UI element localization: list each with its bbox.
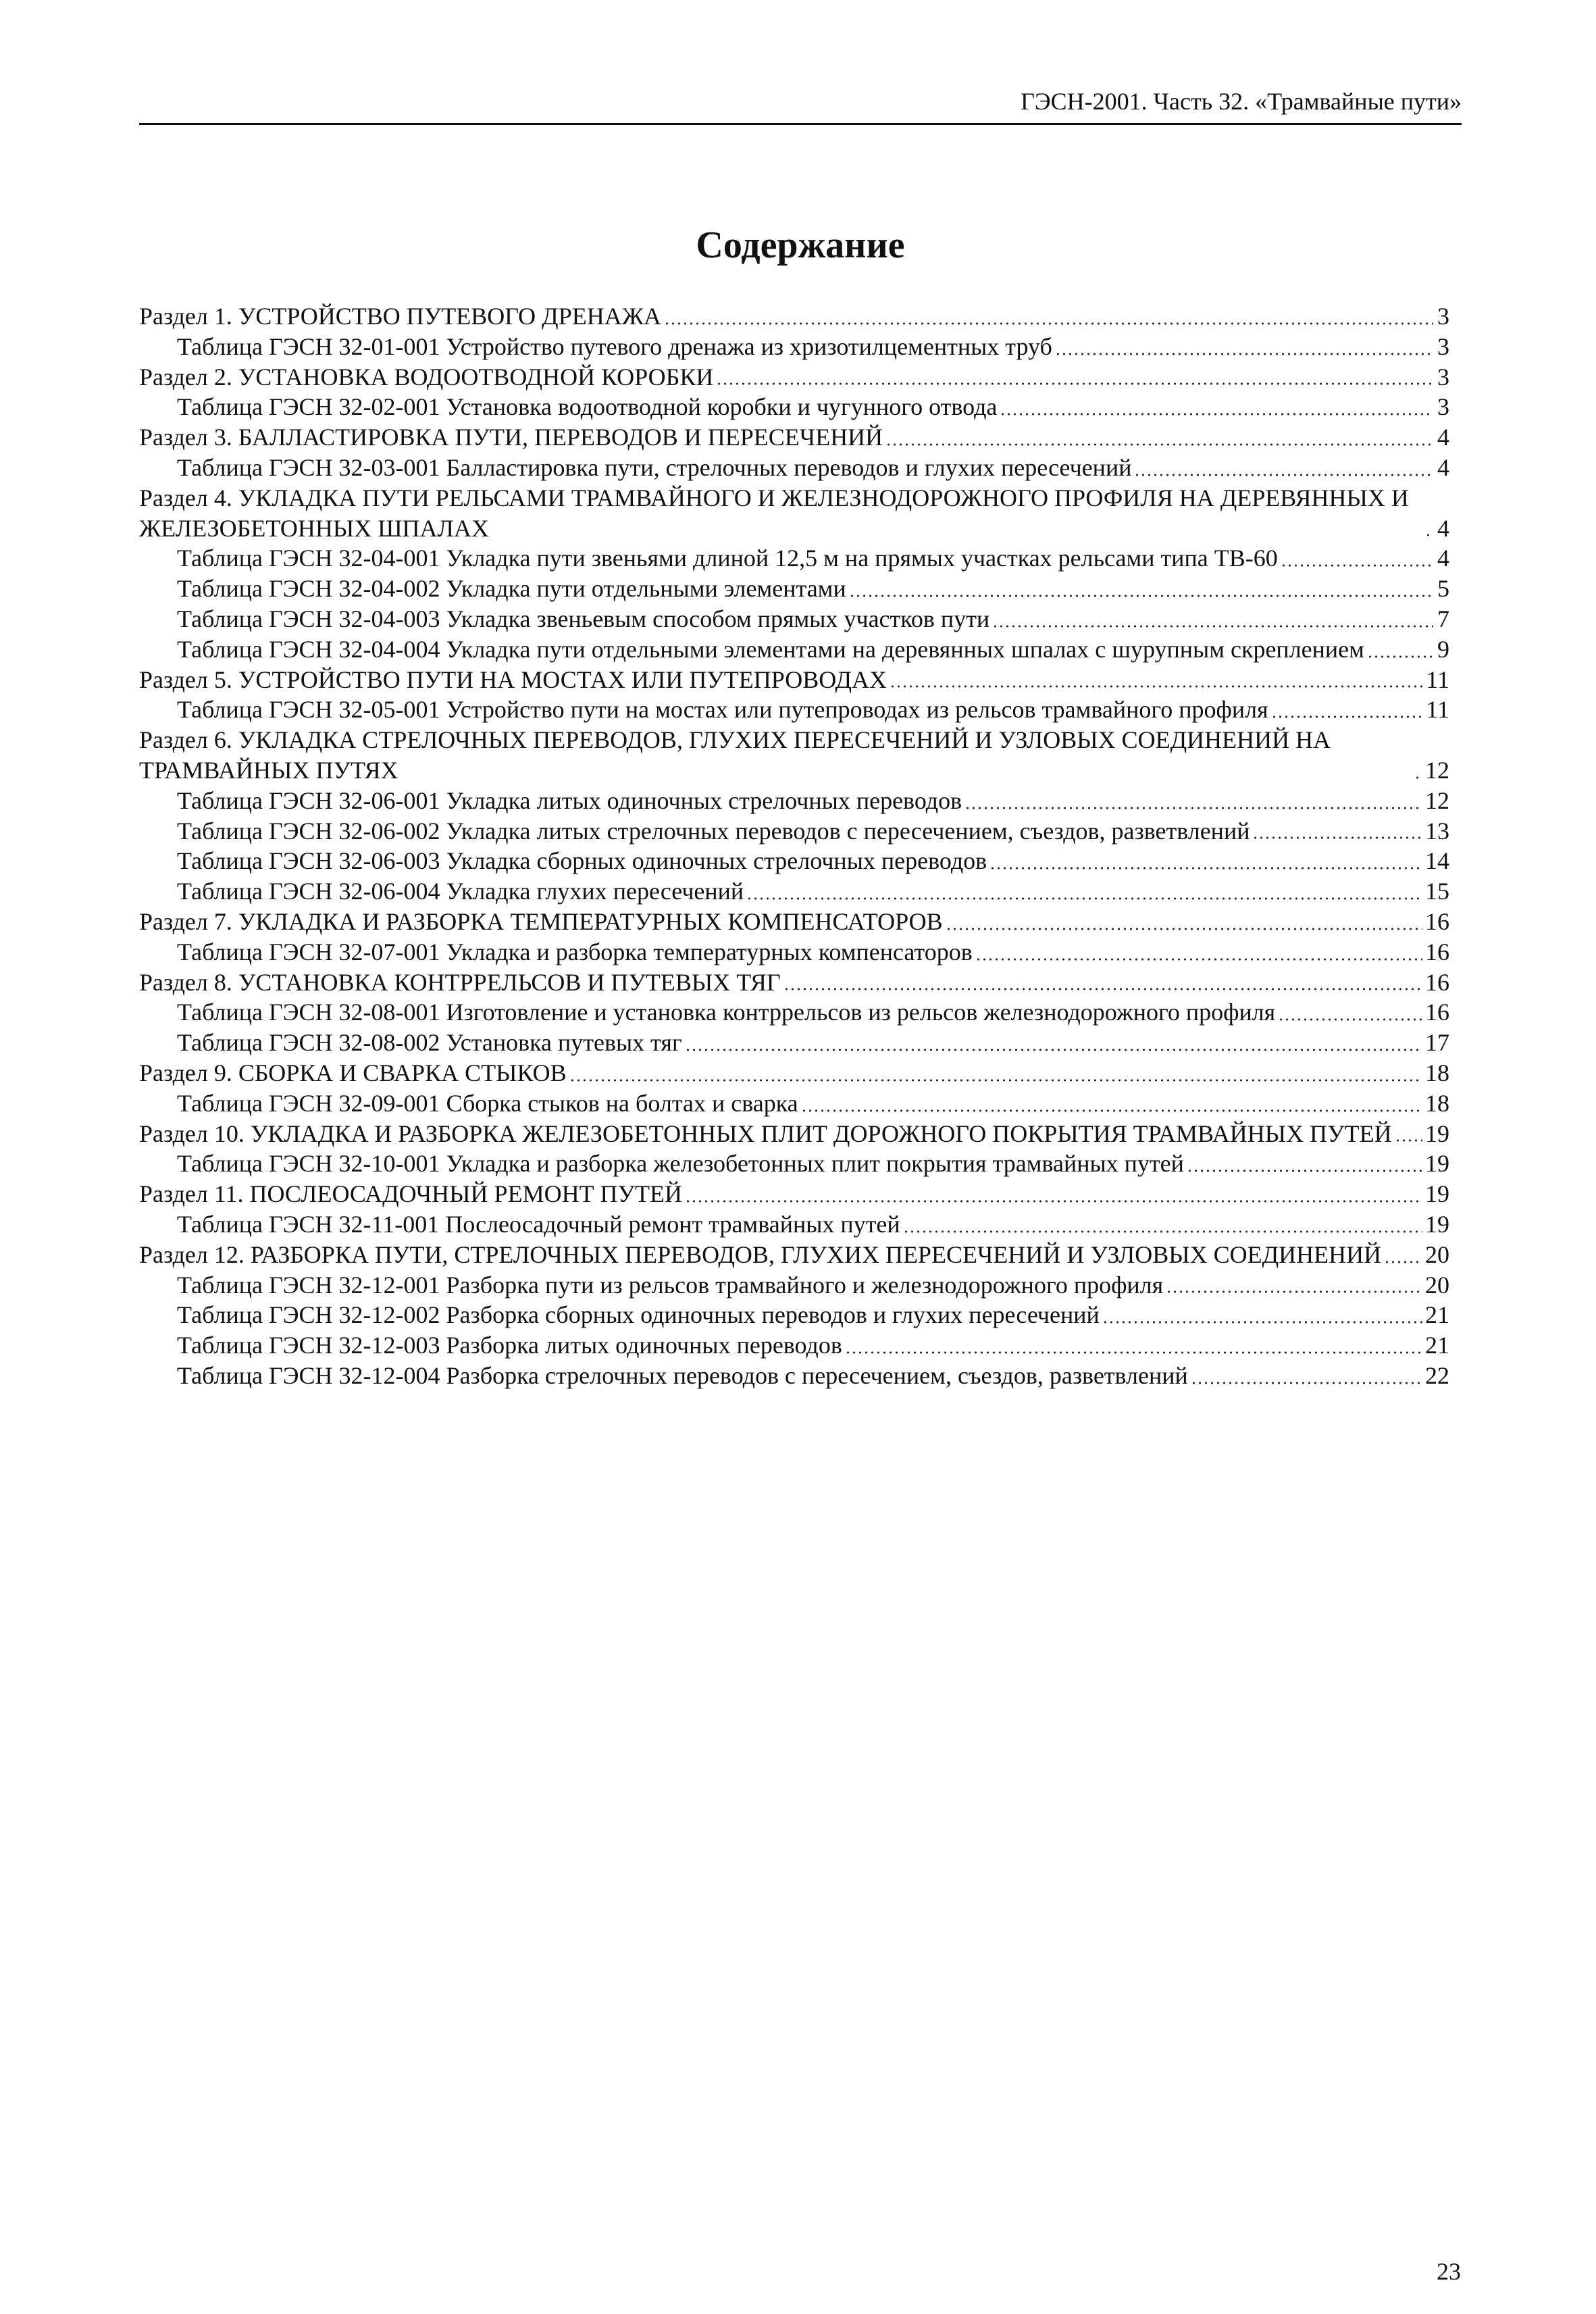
toc-entry-title: Таблица ГЭСН 32-04-003 Укладка звеньевым способом прямых участков пути <box>177 605 990 632</box>
toc-table-entry[interactable] <box>139 1330 1449 1361</box>
dot-leader <box>664 322 1433 326</box>
toc-entry-title: Таблица ГЭСН 32-12-002 Разборка сборных одиночных переводов и глухих пересечений <box>177 1301 1100 1329</box>
dot-leader <box>1055 352 1433 356</box>
dot-leader <box>903 1230 1422 1234</box>
toc-entry-page: 14 <box>1425 847 1449 875</box>
toc-section-entry[interactable] <box>139 422 1449 453</box>
toc-entry-page: 11 <box>1426 665 1449 693</box>
dot-leader <box>716 382 1433 386</box>
toc-table-entry[interactable] <box>139 543 1449 574</box>
dot-leader <box>685 1048 1422 1052</box>
toc-table-entry[interactable] <box>139 937 1449 967</box>
toc-entry-page: 9 <box>1437 635 1449 663</box>
toc-table-entry[interactable] <box>139 1361 1449 1391</box>
dot-leader <box>783 987 1422 991</box>
toc-entry-title: Раздел 3. БАЛЛАСТИРОВКА ПУТИ, ПЕРЕВОДОВ И ПЕРЕСЕЧЕНИЙ <box>139 424 883 451</box>
toc-section-entry[interactable] <box>139 301 1449 332</box>
dot-leader <box>1271 715 1424 719</box>
dot-leader <box>569 1078 1422 1082</box>
toc-entry-page: 16 <box>1425 938 1449 965</box>
dot-leader <box>1191 1381 1422 1385</box>
toc-table-entry[interactable] <box>139 695 1449 725</box>
toc-entry-page: 4 <box>1437 545 1449 572</box>
toc-entry-page: 11 <box>1426 696 1449 724</box>
toc-entry-page: 22 <box>1425 1361 1449 1389</box>
toc-table-entry[interactable] <box>139 876 1449 907</box>
toc-entry-page: 16 <box>1425 968 1449 996</box>
toc-entry-page: 18 <box>1425 1059 1449 1086</box>
toc-entry-title: Таблица ГЭСН 32-04-002 Укладка пути отдельными элементами <box>177 575 846 603</box>
toc-entry-title: Таблица ГЭСН 32-06-003 Укладка сборных одиночных стрелочных переводов <box>177 847 987 875</box>
toc-entry-page: 20 <box>1425 1271 1449 1299</box>
toc-section-entry[interactable] <box>139 1240 1449 1270</box>
toc-entry-title: Раздел 8. УСТАНОВКА КОНТРРЕЛЬСОВ И ПУТЕВЫХ ТЯГ <box>139 968 781 996</box>
dot-leader <box>746 897 1422 901</box>
toc-entry-title: Таблица ГЭСН 32-04-004 Укладка пути отдельными элементами на деревянных шпалах с шурупным скреплением <box>177 635 1364 663</box>
toc-entry-title: Таблица ГЭСН 32-12-003 Разборка литых одиночных переводов <box>177 1332 842 1359</box>
toc-table-entry[interactable] <box>139 786 1449 816</box>
toc-table-entry[interactable] <box>139 1300 1449 1330</box>
toc-entry-page: 16 <box>1425 999 1449 1026</box>
toc-entry-title: Раздел 7. УКЛАДКА И РАЗБОРКА ТЕМПЕРАТУРНЫХ КОМПЕНСАТОРОВ <box>139 907 943 935</box>
dot-leader <box>989 866 1422 870</box>
toc-entry-page: 3 <box>1437 303 1449 330</box>
toc-table-entry[interactable] <box>139 1270 1449 1301</box>
toc-section-entry[interactable] <box>139 1179 1449 1209</box>
toc-entry-title: Раздел 5. УСТРОЙСТВО ПУТИ НА МОСТАХ ИЛИ ПУТЕПРОВОДАХ <box>139 665 887 693</box>
toc-section-entry[interactable] <box>139 665 1449 695</box>
toc-entry-page: 17 <box>1425 1029 1449 1057</box>
dot-leader <box>1134 473 1433 477</box>
toc-table-entry[interactable] <box>139 846 1449 876</box>
running-header: ГЭСН-2001. Часть 32. «Трамвайные пути» <box>1021 88 1462 115</box>
dot-leader <box>885 443 1433 447</box>
toc-entry-page: 4 <box>1437 424 1449 451</box>
dot-leader <box>1102 1320 1422 1324</box>
toc-entry-page: 16 <box>1425 907 1449 935</box>
dot-leader <box>1278 1017 1422 1022</box>
toc-section-entry[interactable] <box>139 967 1449 998</box>
dot-leader <box>1384 1260 1422 1264</box>
toc-entry-page: 4 <box>1437 514 1449 542</box>
toc-table-entry[interactable] <box>139 1088 1449 1119</box>
dot-leader <box>685 1199 1422 1203</box>
toc-entry-page: 20 <box>1425 1240 1449 1268</box>
toc-table-entry[interactable] <box>139 574 1449 604</box>
toc-entry-title: Таблица ГЭСН 32-09-001 Сборка стыков на болтах и сварка <box>177 1089 798 1117</box>
toc-entry-title: Раздел 9. СБОРКА И СВАРКА СТЫКОВ <box>139 1059 567 1086</box>
toc-entry-title: Таблица ГЭСН 32-06-002 Укладка литых стрелочных переводов с пересечением, съездов, разветвлений <box>177 817 1250 845</box>
toc-table-entry[interactable] <box>139 392 1449 422</box>
toc-entry-title: Таблица ГЭСН 32-07-001 Укладка и разборка температурных компенсаторов <box>177 938 973 965</box>
toc-entry-title: Таблица ГЭСН 32-11-001 Послеосадочный ремонт трамвайных путей <box>177 1210 900 1238</box>
toc-entry-title: Раздел 11. ПОСЛЕОСАДОЧНЫЙ РЕМОНТ ПУТЕЙ <box>139 1180 683 1208</box>
table-of-contents <box>139 301 1449 1391</box>
toc-entry-title: Таблица ГЭСН 32-10-001 Укладка и разборка железобетонных плит покрытия трамвайных путей <box>177 1150 1184 1178</box>
toc-entry-page: 7 <box>1437 605 1449 632</box>
toc-entry-title: Раздел 6. УКЛАДКА СТРЕЛОЧНЫХ ПЕРЕВОДОВ, ГЛУХИХ ПЕРЕСЕЧЕНИЙ И УЗЛОВЫХ СОЕДИНЕНИЙ НА ТРАМВАЙНЫХ ПУТЯХ <box>139 726 1331 784</box>
toc-entry-title: Таблица ГЭСН 32-03-001 Балластировка пути, стрелочных переводов и глухих пересечений <box>177 453 1132 481</box>
toc-entry-title: Раздел 1. УСТРОЙСТВО ПУТЕВОГО ДРЕНАЖА <box>139 303 661 330</box>
dot-leader <box>1000 412 1433 416</box>
toc-section-entry[interactable] <box>139 725 1449 786</box>
toc-table-entry[interactable] <box>139 1028 1449 1058</box>
dot-leader <box>1395 1138 1422 1142</box>
toc-entry-page: 19 <box>1425 1180 1449 1208</box>
toc-entry-title: Раздел 10. УКЛАДКА И РАЗБОРКА ЖЕЛЕЗОБЕТОННЫХ ПЛИТ ДОРОЖНОГО ПОКРЫТИЯ ТРАМВАЙНЫХ ПУТЕЙ <box>139 1120 1392 1147</box>
toc-entry-page: 12 <box>1425 786 1449 814</box>
toc-entry-title: Таблица ГЭСН 32-06-001 Укладка литых одиночных стрелочных переводов <box>177 786 962 814</box>
toc-table-entry[interactable] <box>139 604 1449 634</box>
dot-leader <box>1187 1169 1422 1173</box>
toc-entry-title: Таблица ГЭСН 32-12-004 Разборка стрелочных переводов с пересечением, съездов, разветвлений <box>177 1361 1188 1389</box>
toc-section-entry[interactable] <box>139 1119 1449 1149</box>
toc-entry-title: Таблица ГЭСН 32-05-001 Устройство пути на мостах или путепроводах из рельсов трамвайного профиля <box>177 696 1268 724</box>
toc-entry-page: 19 <box>1425 1150 1449 1178</box>
dot-leader <box>1367 655 1433 659</box>
dot-leader <box>845 1351 1422 1355</box>
toc-entry-title: Таблица ГЭСН 32-12-001 Разборка пути из рельсов трамвайного и железнодорожного профиля <box>177 1271 1164 1299</box>
toc-entry-title: Раздел 4. УКЛАДКА ПУТИ РЕЛЬСАМИ ТРАМВАЙНОГО И ЖЕЛЕЗНОДОРОЖНОГО ПРОФИЛЯ НА ДЕРЕВЯННЫХ И ЖЕЛЕЗОБЕТОННЫХ ШПАЛАХ <box>139 484 1409 542</box>
toc-entry-title: Раздел 2. УСТАНОВКА ВОДООТВОДНОЙ КОРОБКИ <box>139 363 714 391</box>
toc-section-entry[interactable] <box>139 1058 1449 1088</box>
toc-entry-page: 4 <box>1437 453 1449 481</box>
dot-leader <box>1252 836 1422 840</box>
toc-entry-title: Таблица ГЭСН 32-04-001 Укладка пути звеньями длиной 12,5 м на прямых участках рельсами типа ТВ-60 <box>177 545 1278 572</box>
dot-leader <box>1281 563 1433 568</box>
toc-entry-page: 5 <box>1437 575 1449 603</box>
dot-leader <box>801 1109 1422 1113</box>
toc-table-entry[interactable] <box>139 332 1449 362</box>
toc-entry-page: 21 <box>1425 1301 1449 1329</box>
toc-entry-page: 3 <box>1437 332 1449 360</box>
dot-leader <box>1166 1290 1422 1294</box>
toc-entry-page: 12 <box>1425 756 1449 784</box>
toc-table-entry[interactable] <box>139 634 1449 665</box>
toc-table-entry[interactable] <box>139 997 1449 1028</box>
toc-section-entry[interactable] <box>139 907 1449 937</box>
dot-leader <box>1425 533 1433 537</box>
toc-table-entry[interactable] <box>139 816 1449 847</box>
dot-leader <box>992 624 1433 628</box>
page-number: 23 <box>1437 2258 1461 2285</box>
dot-leader <box>975 957 1422 961</box>
toc-entry-title: Таблица ГЭСН 32-02-001 Установка водоотводной коробки и чугунного отвода <box>177 393 998 421</box>
dot-leader <box>946 927 1422 931</box>
toc-entry-page: 19 <box>1425 1120 1449 1147</box>
toc-entry-title: Таблица ГЭСН 32-08-002 Установка путевых тяг <box>177 1029 682 1057</box>
dot-leader <box>849 594 1433 598</box>
toc-entry-page: 3 <box>1437 363 1449 391</box>
toc-entry-page: 21 <box>1425 1332 1449 1359</box>
toc-entry-page: 19 <box>1425 1210 1449 1238</box>
toc-entry-title: Таблица ГЭСН 32-01-001 Устройство путевого дренажа из хризотилцементных труб <box>177 332 1052 360</box>
header-rule <box>139 123 1462 125</box>
toc-entry-page: 15 <box>1425 878 1449 905</box>
toc-table-entry[interactable] <box>139 1149 1449 1179</box>
toc-table-entry[interactable] <box>139 1209 1449 1240</box>
toc-table-entry[interactable] <box>139 453 1449 483</box>
toc-entry-title: Таблица ГЭСН 32-08-001 Изготовление и установка контррельсов из рельсов железнодорожного профиля <box>177 999 1276 1026</box>
toc-entry-title: Раздел 12. РАЗБОРКА ПУТИ, СТРЕЛОЧНЫХ ПЕРЕВОДОВ, ГЛУХИХ ПЕРЕСЕЧЕНИЙ И УЗЛОВЫХ СОЕДИНЕНИЙ <box>139 1240 1382 1268</box>
toc-section-entry[interactable] <box>139 483 1449 544</box>
dot-leader <box>964 806 1422 810</box>
toc-section-entry[interactable] <box>139 362 1449 393</box>
toc-entry-page: 18 <box>1425 1089 1449 1117</box>
page-title: Содержание <box>696 224 905 266</box>
toc-entry-page: 13 <box>1425 817 1449 845</box>
dot-leader <box>1414 776 1422 780</box>
dot-leader <box>890 684 1423 688</box>
toc-entry-title: Таблица ГЭСН 32-06-004 Укладка глухих пересечений <box>177 878 744 905</box>
toc-entry-page: 3 <box>1437 393 1449 421</box>
